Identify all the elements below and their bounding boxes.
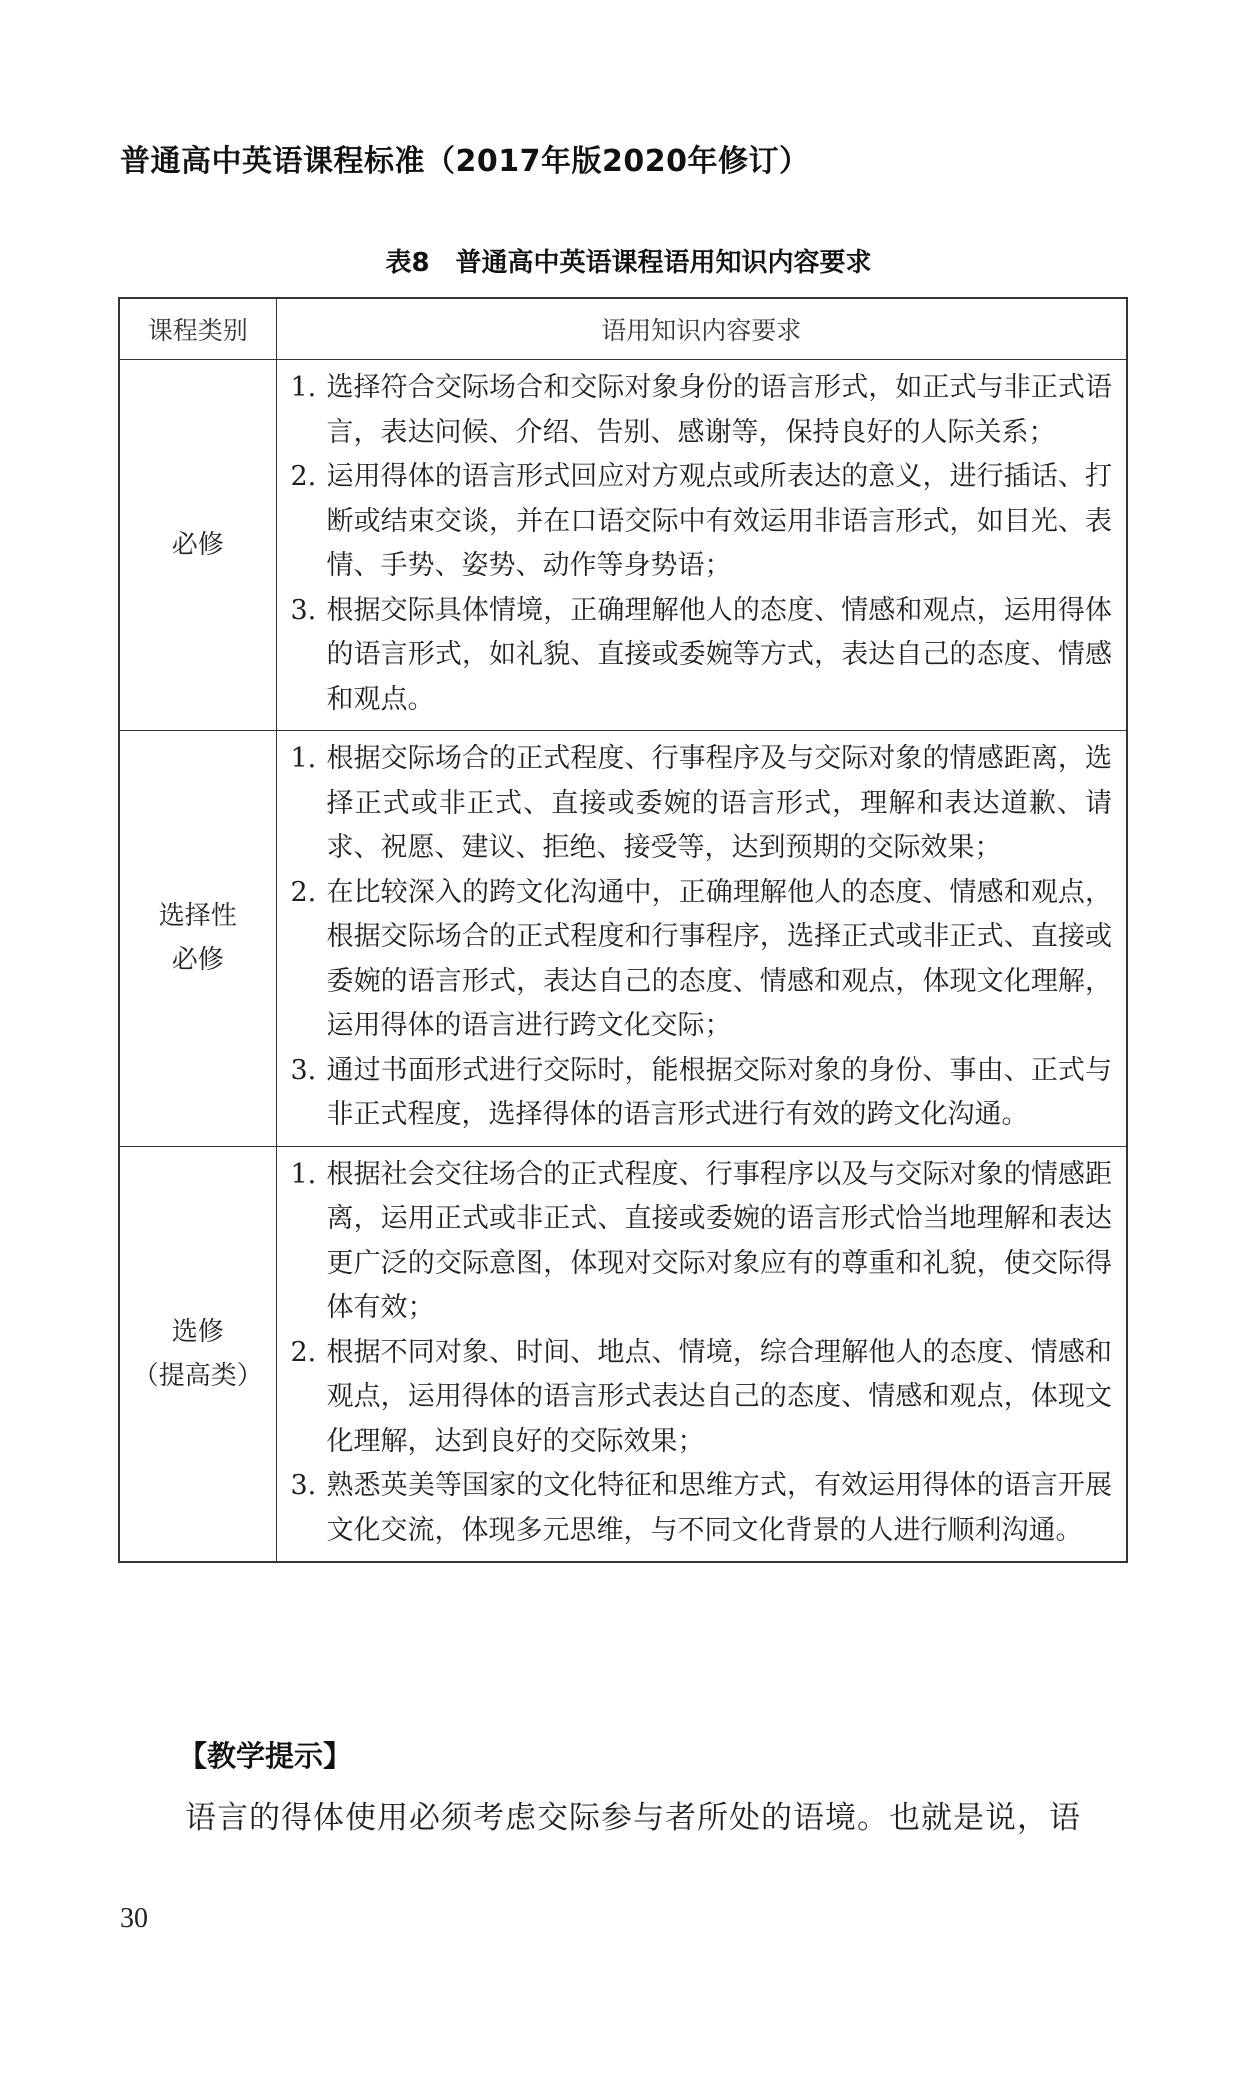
requirement-number: 3.	[290, 1054, 317, 1086]
requirement-number: 2.	[290, 876, 317, 908]
requirement-text: 在比较深入的跨文化沟通中，正确理解他人的态度、情感和观点，根据交际场合的正式程度和行事程序，选择正式或非正式、直接或委婉的语言形式，表达自己的态度、情感和观点，体现文化理解，运用得体的语言进行跨文化交际；	[326, 876, 1112, 1041]
requirements-cell	[276, 731, 1127, 1147]
category-label: 必修	[171, 530, 224, 560]
requirement-item	[291, 871, 1113, 1049]
table-row-elective-compulsory	[119, 731, 1127, 1147]
requirement-item	[291, 1464, 1113, 1553]
category-label-line2: （提高类）	[132, 1360, 263, 1391]
category-label: 选修	[171, 1316, 224, 1347]
category-cell	[119, 1146, 276, 1562]
category-label: 选择性	[158, 901, 237, 932]
table-row-compulsory	[119, 360, 1127, 731]
table-header-row	[119, 298, 1127, 360]
requirement-number: 2.	[290, 461, 317, 492]
requirement-text: 根据不同对象、时间、地点、情境，综合理解他人的态度、情感和观点，运用得体的语言形式表达自己的态度、情感和观点，体现文化理解，达到良好的交际效果；	[326, 1336, 1112, 1457]
column-header-requirements: 语用知识内容要求	[276, 298, 1127, 360]
page-number: 30	[120, 1903, 148, 1934]
table-caption-title: 普通高中英语课程语用知识内容要求	[455, 248, 872, 278]
category-cell	[119, 360, 276, 731]
requirement-text: 根据交际具体情境，正确理解他人的态度、情感和观点，运用得体的语言形式，如礼貌、直接或委婉等方式，表达自己的态度、情感和观点。	[326, 594, 1112, 715]
requirement-number: 1.	[290, 1158, 317, 1190]
requirement-item	[291, 1153, 1113, 1331]
requirement-number: 2.	[290, 1336, 317, 1368]
table-row-elective-advanced	[119, 1146, 1127, 1562]
running-header: 普通高中英语课程标准（2017年版2020年修订）	[120, 144, 810, 179]
requirement-text: 根据社会交往场合的正式程度、行事程序以及与交际对象的情感距离，运用正式或非正式、直接或委婉的语言形式恰当地理解和表达更广泛的交际意图，体现对交际对象应有的尊重和礼貌，使交际得体有效；	[326, 1158, 1112, 1323]
requirement-item	[291, 455, 1113, 589]
requirement-number: 1.	[290, 372, 317, 403]
requirement-item	[291, 1049, 1113, 1138]
requirement-text: 选择符合交际场合和交际对象身份的语言形式，如正式与非正式语言，表达问候、介绍、告别、感谢等，保持良好的人际关系；	[326, 372, 1112, 448]
table-caption-number: 表8	[385, 248, 430, 278]
table-caption	[0, 242, 1257, 279]
requirement-text: 熟悉英美等国家的文化特征和思维方式，有效运用得体的语言开展文化交流，体现多元思维，与不同文化背景的人进行顺利沟通。	[326, 1470, 1112, 1546]
requirement-item	[291, 366, 1113, 455]
requirement-item	[291, 1331, 1113, 1465]
requirements-cell	[276, 1146, 1127, 1562]
category-label-line2: 必修	[171, 945, 224, 976]
pragmatic-knowledge-table	[118, 297, 1128, 1563]
requirement-number: 1.	[290, 743, 317, 774]
requirement-text: 运用得体的语言形式回应对方观点或所表达的意义，进行插话、打断或结束交谈，并在口语交际中有效运用非语言形式，如目光、表情、手势、姿势、动作等身势语；	[326, 461, 1112, 581]
requirement-text: 通过书面形式进行交际时，能根据交际对象的身份、事由、正式与非正式程度，选择得体的语言形式进行有效的跨文化沟通。	[326, 1054, 1112, 1130]
teaching-tip-heading: 【教学提示】	[178, 1739, 353, 1773]
teaching-tip-paragraph: 语言的得体使用必须考虑交际参与者所处的语境。也就是说，语	[185, 1800, 1081, 1836]
category-cell	[119, 731, 276, 1147]
requirement-item	[291, 737, 1113, 871]
requirement-item	[291, 589, 1113, 723]
requirement-number: 3.	[290, 594, 317, 626]
requirements-cell	[276, 360, 1127, 731]
column-header-category: 课程类别	[119, 298, 276, 360]
requirement-text: 根据交际场合的正式程度、行事程序及与交际对象的情感距离，选择正式或非正式、直接或委婉的语言形式，理解和表达道歉、请求、祝愿、建议、拒绝、接受等，达到预期的交际效果；	[326, 743, 1112, 863]
requirement-number: 3.	[290, 1470, 317, 1501]
